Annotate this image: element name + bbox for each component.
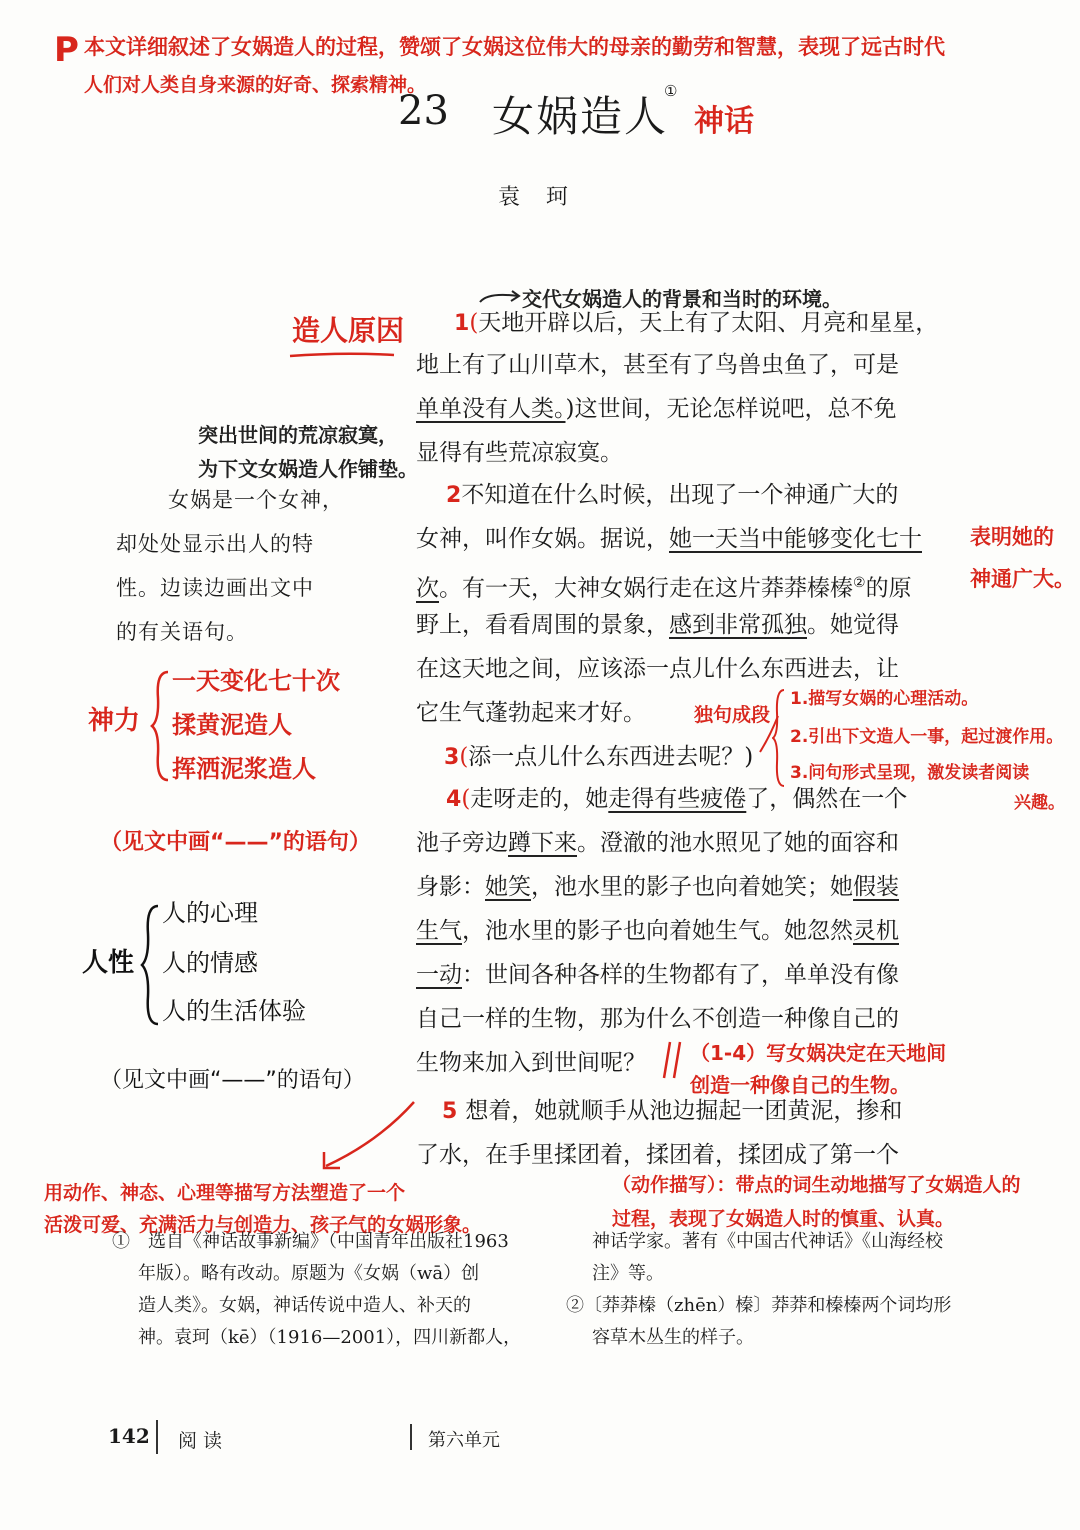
body-line: 5 想着，她就顺手从池边掘起一团黄泥，掺和 <box>442 1098 903 1124</box>
background-note: 交代女娲造人的背景和当时的环境。 <box>522 287 842 311</box>
footnote-right-1: 神话学家。著有《中国古代神话》《山海经校 <box>592 1231 943 1252</box>
body-line: 显得有些荒凉寂寞。 <box>416 440 623 466</box>
body-line: 身影：她笑，池水里的影子也向着她笑；她假装 <box>416 874 899 900</box>
desolate-note-1: 突出世间的荒凉寂寞， <box>198 423 398 447</box>
footer-divider <box>410 1424 412 1450</box>
body-line: 了水，在手里揉团着，揉团着，揉团成了第一个 <box>416 1142 899 1168</box>
body-line: 3(添一点儿什么东西进去呢？) <box>444 744 754 770</box>
brace-icon <box>150 668 172 784</box>
page-number: 142 <box>108 1424 150 1448</box>
body-line: 生物来加入到世间呢？ <box>416 1050 646 1076</box>
arrow-icon <box>478 288 522 308</box>
humanity-item-3: 人的生活体验 <box>162 997 306 1025</box>
sidebar-line-4: 的有关语句。 <box>116 620 248 644</box>
body-line: 4(走呀走的，她走得有些疲倦了，偶然在一个 <box>446 786 908 812</box>
sidebar-line-2: 却处处显示出人的特 <box>116 532 314 556</box>
humanity-item-1: 人的心理 <box>162 899 258 927</box>
summary-annotation-line1: 本文详细叙述了女娲造人的过程，赞颂了女娲这位伟大的母亲的勤劳和智慧，表现了远古时代 <box>84 35 945 59</box>
divine-power-label: 神力 <box>88 706 141 736</box>
body-line: 地上有了山川草木，甚至有了鸟兽虫鱼了，可是 <box>416 352 899 378</box>
power-note-1: 表明她的 <box>970 525 1054 549</box>
body-line: 女神，叫作女娲。据说，她一天当中能够变化七十 <box>416 526 922 552</box>
desolate-note-2: 为下文女娲造人作铺垫。 <box>198 457 418 481</box>
single-para-note: 独句成段 <box>694 704 771 726</box>
action-note-1: （动作描写）：带点的词生动地描写了女娲造人的 <box>612 1174 1021 1196</box>
reason-heading: 造人原因 <box>292 314 405 347</box>
footnote-right-3: ②〔莽莽榛（zhēn）榛〕莽莽和榛榛两个词均形 <box>566 1295 952 1316</box>
body-line: 池子旁边蹲下来。澄澈的池水照见了她的面容和 <box>416 830 899 856</box>
para-mark: 5 <box>442 1099 458 1124</box>
p1-4-note-2: 创造一种像自己的生物。 <box>690 1073 910 1097</box>
portrait-note-2: 活泼可爱、充满活力与创造力、孩子气的女娲形象。 <box>44 1214 482 1236</box>
body-line: 一动：世间各种各样的生物都有了，单单没有像 <box>416 962 899 988</box>
reason-underline <box>288 350 398 360</box>
para-mark: 1 <box>454 311 470 336</box>
footnote-left-4: 神。袁珂（kē）（1916—2001），四川新都人， <box>138 1327 522 1348</box>
see-marked-note-2: （见文中画“——”的语句） <box>100 1068 365 1093</box>
body-line: 自己一样的生物，那为什么不创造一种像自己的 <box>416 1006 899 1032</box>
footnote-left-3: 造人类》。女娲，神话传说中造人、补天的 <box>138 1295 471 1316</box>
arrow-icon <box>318 1098 418 1172</box>
p-marker: P <box>54 30 79 70</box>
footnote-left-1: ① 选自《神话故事新编》（中国青年出版社1963 <box>112 1231 509 1252</box>
body-line: 1(天地开辟以后，天上有了太阳、月亮和星星， <box>454 310 939 336</box>
author: 袁珂 <box>498 185 595 210</box>
body-line: 它生气蓬勃起来才好。 <box>416 700 646 726</box>
humanity-item-2: 人的情感 <box>162 949 258 977</box>
body-line: 次。有一天，大神女娲行走在这片莽莽榛榛②的原 <box>416 575 912 602</box>
section-divider-mark <box>662 1040 688 1080</box>
divine-item-1: 一天变化七十次 <box>172 667 340 695</box>
footnote-right-2: 注》等。 <box>592 1263 664 1284</box>
para-mark: 2 <box>446 483 462 508</box>
sidebar-line-1: 女娲是一个女神， <box>168 488 344 512</box>
power-note-2: 神通广大。 <box>970 567 1075 591</box>
para-mark: 4 <box>446 787 462 812</box>
divine-item-3: 挥洒泥浆造人 <box>172 755 316 783</box>
title-footnote-mark: ① <box>664 82 678 100</box>
question-note-2: 2.引出下文造人一事，起过渡作用。 <box>790 727 1064 747</box>
action-note-2: 过程，表现了女娲造人时的慎重、认真。 <box>612 1208 955 1230</box>
footer-divider <box>156 1420 158 1454</box>
p1-4-note-1: （1-4）写女娲决定在天地间 <box>690 1041 947 1065</box>
brace-icon <box>772 688 786 788</box>
footnote-right-4: 容草木丛生的样子。 <box>592 1327 754 1348</box>
lesson-title: 女娲造人 <box>492 92 669 141</box>
unit-label: 第六单元 <box>428 1430 500 1451</box>
body-line: 生气，池水里的影子也向着她生气。她忽然灵机 <box>416 918 899 944</box>
body-line: 2不知道在什么时候，出现了一个神通广大的 <box>446 482 899 508</box>
question-note-1: 1.描写女娲的心理活动。 <box>790 689 979 709</box>
body-line: 单单没有人类。)这世间，无论怎样说吧，总不免 <box>416 396 897 422</box>
genre-annotation: 神话 <box>694 104 754 139</box>
portrait-note-1: 用动作、神态、心理等描写方法塑造了一个 <box>44 1182 406 1204</box>
body-line: 野上，看看周围的景象，感到非常孤独。她觉得 <box>416 612 899 638</box>
brace-icon <box>140 902 162 1028</box>
question-note-3: 3.问句形式呈现，激发读者阅读 <box>790 763 1030 783</box>
sidebar-line-3: 性。边读边画出文中 <box>116 576 314 600</box>
question-note-4: 兴趣。 <box>1014 793 1065 813</box>
summary-annotation-line2: 人们对人类自身来源的好奇、探索精神。 <box>84 74 427 96</box>
lesson-number: 23 <box>398 88 449 134</box>
divine-item-2: 揉黄泥造人 <box>172 711 292 739</box>
section-label: 阅读 <box>178 1430 229 1452</box>
humanity-label: 人性 <box>82 948 135 978</box>
footnote-left-2: 年版）。略有改动。原题为《女娲（wā）创 <box>138 1263 480 1284</box>
para-mark: 3 <box>444 745 460 770</box>
body-line: 在这天地之间，应该添一点儿什么东西进去，让 <box>416 656 899 682</box>
see-marked-note-1: （见文中画“——”的语句） <box>100 830 371 855</box>
